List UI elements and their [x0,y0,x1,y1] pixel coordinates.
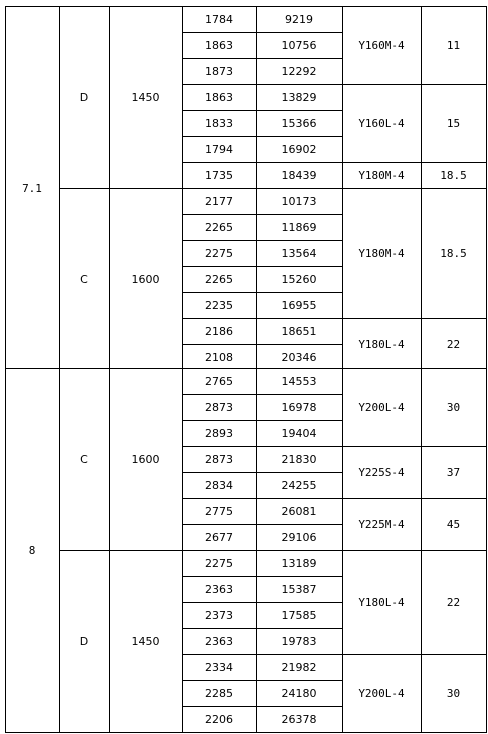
speed-cell: 1450 [131,90,160,104]
value-a-cell: 2765 [205,374,233,388]
value-b-cell: 18651 [281,324,317,338]
value-a-cell: 2275 [205,246,233,260]
value-b-cell: 11869 [281,220,317,234]
value-a-cell: 2873 [205,400,233,414]
value-a-cell: 2834 [205,478,233,492]
motor-power-cell: 18.5 [440,246,467,260]
motor-power-cell: 22 [446,337,461,351]
value-b-cell: 13829 [281,90,317,104]
value-a-cell: 2206 [205,712,233,726]
value-b-cell: 21830 [281,452,317,466]
value-b-cell: 20346 [281,350,317,364]
value-a-cell: 2186 [205,324,233,338]
value-b-cell: 15260 [281,272,317,286]
value-a-cell: 2265 [205,272,233,286]
speed-cell: 1450 [131,634,160,648]
motor-power-cell: 15 [446,116,461,130]
motor-power-cell: 30 [446,400,461,414]
grid-line [5,732,487,733]
motor-model-cell: Y225M-4 [358,517,405,531]
motor-power-cell: 18.5 [440,168,467,182]
motor-model-cell: Y200L-4 [358,400,405,414]
value-a-cell: 2373 [205,608,233,622]
value-b-cell: 26081 [281,504,317,518]
motor-model-cell: Y180L-4 [358,337,405,351]
motor-power-cell: 22 [446,595,461,609]
value-b-cell: 14553 [281,374,317,388]
speed-cell: 1600 [131,452,160,466]
value-b-cell: 19783 [281,634,317,648]
value-b-cell: 13189 [281,556,317,570]
value-a-cell: 2235 [205,298,233,312]
motor-model-cell: Y160M-4 [358,38,405,52]
value-a-cell: 2363 [205,582,233,596]
motor-power-cell: 45 [446,517,461,531]
value-b-cell: 10173 [281,194,317,208]
value-a-cell: 1863 [205,90,233,104]
value-b-cell: 24255 [281,478,317,492]
value-a-cell: 1833 [205,116,233,130]
value-b-cell: 24180 [281,686,317,700]
value-b-cell: 17585 [281,608,317,622]
value-a-cell: 2775 [205,504,233,518]
value-b-cell: 16955 [281,298,317,312]
value-b-cell: 15387 [281,582,317,596]
value-a-cell: 2873 [205,452,233,466]
value-b-cell: 12292 [281,64,317,78]
value-a-cell: 1784 [205,12,233,26]
value-b-cell: 16978 [281,400,317,414]
value-b-cell: 16902 [281,142,317,156]
group-label: 8 [28,543,36,557]
speed-cell: 1600 [131,272,160,286]
motor-model-cell: Y180M-4 [358,246,405,260]
value-a-cell: 2334 [205,660,233,674]
motor-power-cell: 11 [446,38,461,52]
value-a-cell: 1873 [205,64,233,78]
type-cell: C [80,272,88,286]
value-b-cell: 21982 [281,660,317,674]
value-a-cell: 2265 [205,220,233,234]
value-b-cell: 18439 [281,168,317,182]
motor-model-cell: Y200L-4 [358,686,405,700]
value-b-cell: 29106 [281,530,317,544]
motor-power-cell: 30 [446,686,461,700]
value-a-cell: 2677 [205,530,233,544]
type-cell: C [80,452,88,466]
grid-line [486,6,487,732]
value-b-cell: 15366 [281,116,317,130]
value-a-cell: 1794 [205,142,233,156]
value-b-cell: 13564 [281,246,317,260]
motor-model-cell: Y180L-4 [358,595,405,609]
value-a-cell: 2275 [205,556,233,570]
value-a-cell: 1735 [205,168,233,182]
value-b-cell: 19404 [281,426,317,440]
value-a-cell: 2285 [205,686,233,700]
value-a-cell: 2177 [205,194,233,208]
motor-model-cell: Y225S-4 [358,465,405,479]
value-b-cell: 10756 [281,38,317,52]
motor-power-cell: 37 [446,465,461,479]
value-a-cell: 2108 [205,350,233,364]
type-cell: D [79,634,89,648]
value-a-cell: 2893 [205,426,233,440]
type-cell: D [79,90,89,104]
value-b-cell: 26378 [281,712,317,726]
motor-model-cell: Y160L-4 [358,116,405,130]
group-label: 7.1 [22,181,42,195]
motor-model-cell: Y180M-4 [358,168,405,182]
value-a-cell: 2363 [205,634,233,648]
value-a-cell: 1863 [205,38,233,52]
value-b-cell: 9219 [285,12,313,26]
